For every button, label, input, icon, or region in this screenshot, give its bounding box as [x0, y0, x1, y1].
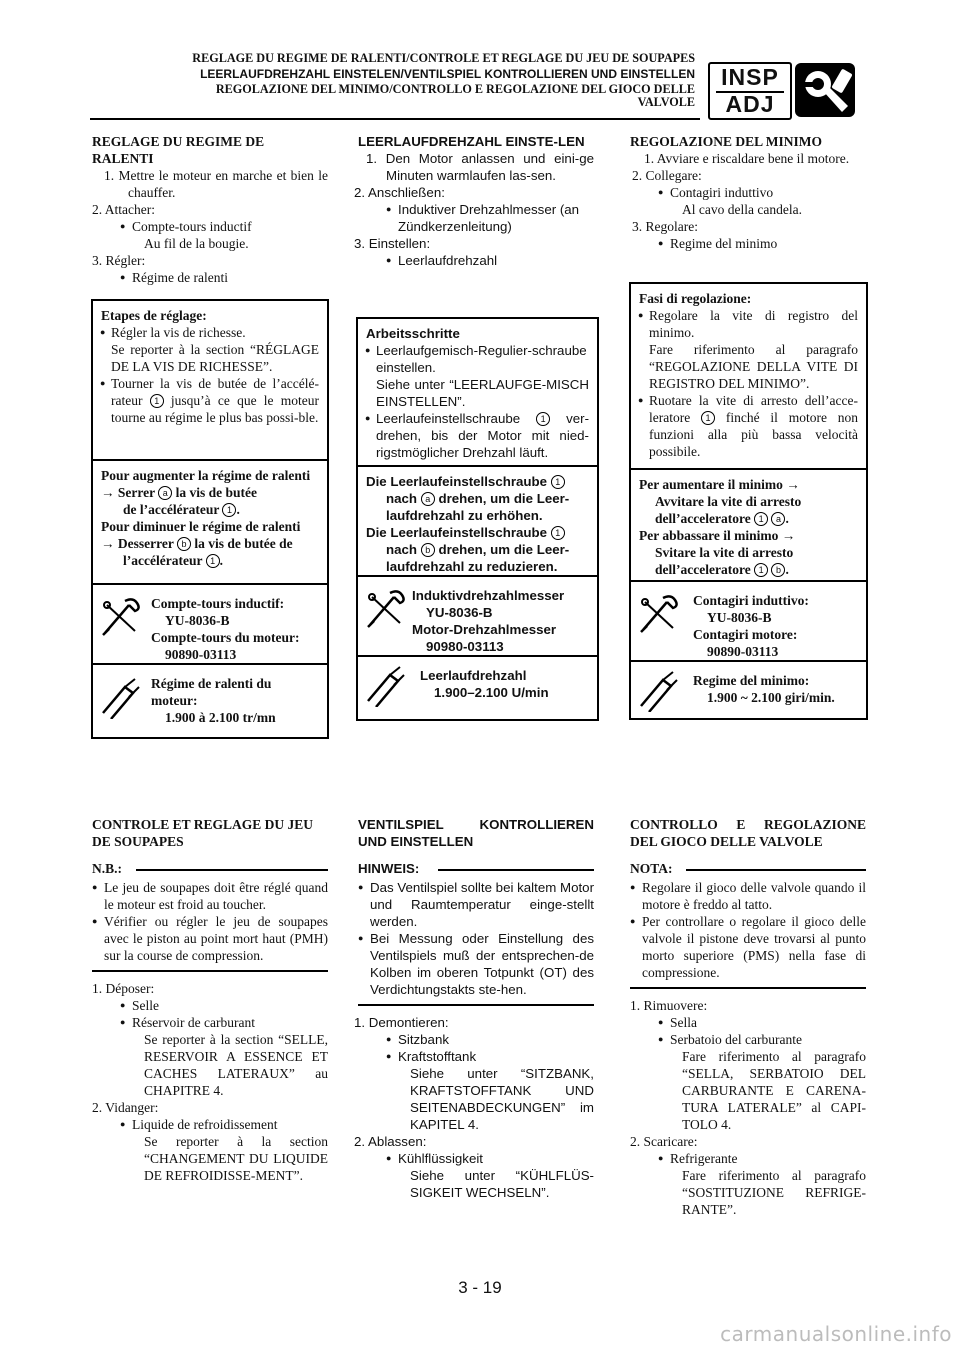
de-tool1: Induktivdrehzahlmesser [412, 588, 565, 603]
it-valve-step2: 2. Scaricare: [630, 1134, 698, 1149]
fr-valve-step1: 1. Déposer: [92, 981, 155, 996]
fr-valve-step1-b1: ● Selle [92, 997, 328, 1014]
de-idle-heading: LEERLAUFDREHZAHL EINSTE-LEN [358, 134, 585, 149]
de-box-bullet1: ● Leerlaufgemisch-Regulier-schraube einstellen. [366, 342, 589, 376]
it-box-bullet1: ● Regolare la vite di registro del minimo. [639, 307, 858, 341]
it-note-header: NOTA: [630, 860, 866, 877]
it-valve-step2-b1: ● Refrigerante [630, 1150, 866, 1167]
special-tool-icon [364, 587, 408, 631]
fr-spec-label: Régime de ralenti du moteur: [151, 676, 272, 708]
de-tool2-code: 90980-03113 [426, 639, 504, 654]
fr-valve-step2-sub: Se reporter à la section “CHANGEMENT DU LIQUIDE DE REFROIDISSE-MENT”. [144, 1134, 328, 1183]
de-valve-step2-sub: Siehe unter “KÜHLFLÜS-SIGKEIT WECHSELN”. [410, 1168, 594, 1200]
it-idle-step2-bullet: ● Contagiri induttivo [630, 184, 866, 201]
it-valve-section [630, 816, 866, 1218]
it-tool2: Contagiri motore: [693, 627, 798, 642]
it-tool2-code: 90890-03113 [707, 644, 779, 659]
de-box-title: Arbeitsschritte [366, 326, 460, 341]
de-valve-heading: VENTILSPIEL KONTROLLIEREN UND EINSTELLEN [358, 817, 594, 849]
de-spec-label: Leerlaufdrehzahl [420, 668, 527, 683]
fr-idle-step1: 1. Mettre le moteur en marche et bien le chauffer. [104, 168, 328, 200]
de-box-bullet2: ● Leerlaufeinstellschraube 1 ver-drehen, bis der Motor mit nied-rigstmöglicher Drehzahl läuft. [366, 410, 589, 461]
page-number: 3 - 19 [458, 1278, 502, 1297]
it-box-increase: Per aumentare il minimo → [639, 477, 800, 492]
de-box-decrease: Die Leerlaufeinstellschraube 1 [366, 524, 589, 541]
header-title-it-1: REGOLAZIONE DEL MINIMO/CONTROLLO E REGOLAZIONE DEL GIOCO DELLE [215, 81, 695, 96]
de-idle-step3: 3. Einstellen: [354, 236, 431, 251]
fr-idle-box [91, 299, 329, 739]
fr-valve-heading: CONTROLE ET REGLAGE DU JEU DE SOUPAPES [92, 817, 314, 849]
it-box-steps [631, 284, 866, 470]
header-title-fr: REGLAGE DU REGIME DE RALENTI/CONTROLE ET REGLAGE DU JEU DE SOUPAPES [192, 51, 695, 65]
insp-adj-badge [708, 62, 792, 120]
fr-tool1: Compte-tours inductif: [151, 596, 285, 611]
badge-insp: INSP [721, 64, 779, 90]
header-title-de: LEERLAUFDREHZAHL EINSTELEN/VENTILSPIEL KONTROLLIEREN UND EINSTELLEN [200, 66, 695, 81]
de-box-steps [358, 319, 597, 467]
it-idle-step1: 1. Avviare e riscaldare bene il motore. [644, 151, 850, 166]
header-title-it-2: VALVOLE [637, 95, 695, 109]
de-box-adjust: Die Leerlaufeinstellschraube 1 nach a drehen, um die Leer-laufdrehzahl zu erhöhen. Die Leerlaufeinstellschraube 1 nach b drehen, um die Leer-laufdrehzahl zu reduzieren. [358, 467, 597, 577]
fr-box-decrease: Pour diminuer le régime de ralenti [101, 519, 301, 534]
fr-box-spec [93, 665, 327, 739]
it-valve-step2-sub: Fare riferimento al paragrafo “SOSTITUZIONE REFRIGE-RANTE”. [682, 1168, 866, 1217]
fr-idle-step3: 3. Régler: [92, 253, 146, 268]
de-valve-section [354, 816, 594, 1201]
fr-valve-step2-b1: ● Liquide de refroidissement [92, 1116, 328, 1133]
it-valve-step1-b2: ● Serbatoio del carburante [630, 1031, 866, 1048]
de-idle-step3-bullet: ● Leerlaufdrehzahl [358, 252, 594, 269]
specification-icon [99, 675, 143, 719]
de-note-end-rule [358, 1004, 594, 1006]
fr-idle-section [92, 133, 328, 286]
it-spec-label: Regime del minimo: [693, 673, 810, 688]
de-valve-step2-b1: ● Kühlflüssigkeit [358, 1150, 594, 1167]
fr-note-end-rule [92, 970, 328, 972]
de-spec-value: 1.900–2.100 U/min [434, 685, 549, 700]
fr-box-steps [93, 301, 327, 461]
fr-idle-step3-bullet: ● Régime de ralenti [92, 269, 328, 286]
specification-icon [637, 668, 681, 712]
de-note-header: HINWEIS: [358, 860, 594, 877]
it-idle-box [629, 282, 868, 720]
de-box-spec [358, 657, 597, 717]
fr-box-bullet2: ● Tourner la vis de butée de l’accélé-rateur 1 jusqu’à ce que le moteur tourne au régime le plus bas possi-ble. [101, 375, 319, 426]
it-box-tools [631, 582, 866, 662]
badge-adj: ADJ [725, 91, 775, 117]
de-idle-step2-bullet: ● Induktiver Drehzahlmesser (an Zündkerzenleitung) [358, 201, 594, 235]
fr-idle-step2-sub: Au fil de la bougie. [144, 236, 249, 251]
de-valve-step2: 2. Ablassen: [354, 1134, 427, 1149]
it-tool1: Contagiri induttivo: [693, 593, 809, 608]
it-valve-heading: CONTROLLO E REGOLAZIONE DEL GIOCO DELLE VALVOLE [630, 817, 866, 849]
fr-tool1-code: YU-8036-B [165, 613, 230, 628]
fr-valve-step1-sub: Se reporter à la section “SELLE, RESERVOIR A ESSENCE ET CACHES LATERAUX” au CHAPITRE 4. [144, 1032, 328, 1098]
fr-box-title: Etapes de réglage: [101, 308, 207, 323]
fr-box-bullet1-sub: Se reporter à la section “RÉGLAGE DE LA VIS DE RICHESSE”. [111, 342, 319, 374]
de-valve-step1-sub: Siehe unter “SITZBANK, KRAFTSTOFFTANK UND SEITENABDECKUNGEN” im KAPITEL 4. [410, 1066, 594, 1132]
wrench-icon [794, 62, 856, 118]
it-valve-step1: 1. Rimuovere: [630, 998, 708, 1013]
fr-spec-value: 1.900 à 2.100 tr/mn [165, 710, 276, 725]
it-idle-heading: REGOLAZIONE DEL MINIMO [630, 134, 823, 149]
fr-note-1: ● Le jeu de soupapes doit être réglé quand le moteur est froid au toucher. [92, 880, 328, 912]
special-tool-icon [637, 592, 681, 636]
de-box-tools [358, 577, 597, 657]
it-note-2: ● Per controllare o regolare il gioco delle valvole il pistone deve trovarsi al punto morto superiore (PMS) nella fase di compressione. [630, 914, 866, 980]
it-tool1-code: YU-8036-B [707, 610, 772, 625]
specification-icon [364, 663, 408, 707]
it-spec-value: 1.900 ~ 2.100 giri/min. [707, 690, 835, 705]
it-idle-step3: 3. Regolare: [632, 219, 698, 234]
it-idle-step2-sub: Al cavo della candela. [682, 202, 802, 217]
de-note-1: ● Das Ventilspiel sollte bei kaltem Motor und Raumtemperatur einge-stellt werden. [358, 880, 594, 929]
it-idle-step3-bullet: ● Regime del minimo [630, 235, 866, 252]
it-box-bullet1-sub: Fare riferimento al paragrafo “REGOLAZIONE DELLA VITE DI REGISTRO DEL MINIMO”. [649, 342, 858, 391]
it-box-title: Fasi di regolazione: [639, 291, 752, 306]
fr-idle-step2-bullet: ● Compte-tours inductif [92, 218, 328, 235]
fr-note-2: ● Vérifier ou régler le jeu de soupapes avec le piston au point mort haut (PMH) sur la course de compression. [92, 914, 328, 963]
fr-box-increase: Pour augmenter la régime de ralenti → Serrer a la vis de butée [101, 468, 311, 500]
de-idle-section [354, 133, 594, 269]
fr-valve-step2: 2. Vidanger: [92, 1100, 159, 1115]
fr-tool2: Compte-tours du moteur: [151, 630, 300, 645]
it-valve-step1-sub: Fare riferimento al paragrafo “SELLA, SERBATOIO DEL CARBURANTE E CARENA-TURA LATERALE” al CAPI-TOLO 4. [682, 1049, 866, 1132]
it-box-adjust: Per aumentare il minimo → Avvitare la vite di arresto dell’acceleratore 1 a . Per abbassare il minimo → Svitare la vite di arresto dell’acceleratore 1 b . [631, 470, 866, 582]
de-valve-step1-b2: ● Kraftstofftank [358, 1048, 594, 1065]
watermark: carmanualsonline.info [720, 1322, 952, 1346]
de-idle-box [356, 317, 599, 721]
fr-box-adjust: Pour augmenter la régime de ralenti → Serrer a la vis de butée de l’accélérateur 1 . Pour diminuer le régime de ralenti → Desserrer b la vis de butée de l’accélérateur 1 . [93, 461, 327, 585]
it-box-decrease: Per abbassare il minimo → [639, 528, 796, 543]
fr-box-tools [93, 585, 327, 665]
it-box-bullet2: ● Ruotare la vite di arresto dell’acce-leratore 1 finché il motore non funzioni alla più bassa velocità possibile. [639, 392, 858, 460]
fr-tool2-code: 90890-03113 [165, 647, 237, 662]
de-tool1-code: YU-8036-B [426, 605, 493, 620]
de-idle-step2: 2. Anschließen: [354, 185, 445, 200]
it-valve-step1-b1: ● Sella [630, 1014, 866, 1031]
header-titles [75, 52, 695, 110]
fr-valve-step1-b2: ● Réservoir de carburant [92, 1014, 328, 1031]
fr-valve-section [92, 816, 328, 1184]
de-box-increase: Die Leerlaufeinstellschraube 1 [366, 473, 589, 490]
fr-note-header: N.B.: [92, 860, 328, 877]
it-box-spec [631, 662, 866, 720]
de-tool2: Motor-Drehzahlmesser [412, 622, 557, 637]
de-note-2: ● Bei Messung oder Einstellung des Ventilspiels muß der entsprechen-de Kolben im oberen Totpunkt (OT) des Verdichtungstakts ste-hen. [358, 931, 594, 997]
de-valve-step1: 1. Demontieren: [354, 1015, 449, 1030]
fr-box-bullet1: ● Régler la vis de richesse. [101, 324, 319, 341]
fr-idle-step2: 2. Attacher: [92, 202, 155, 217]
special-tool-icon [99, 595, 143, 639]
de-box-bullet1-sub: Siehe unter “LEERLAUFGE-MISCH EINSTELLEN”. [376, 377, 589, 409]
de-idle-step1: 1. Den Motor anlassen und eini-ge Minuten warmlaufen las-sen. [366, 151, 594, 183]
header-rule [90, 118, 700, 120]
de-valve-step1-b1: ● Sitzbank [358, 1031, 594, 1048]
it-idle-section [630, 133, 866, 252]
it-note-1: ● Regolare il gioco delle valvole quando il motore è freddo al tatto. [630, 880, 866, 912]
it-idle-step2: 2. Collegare: [632, 168, 702, 183]
fr-idle-heading: REGLAGE DU REGIME DE RALENTI [92, 134, 265, 166]
it-note-end-rule [630, 987, 866, 989]
